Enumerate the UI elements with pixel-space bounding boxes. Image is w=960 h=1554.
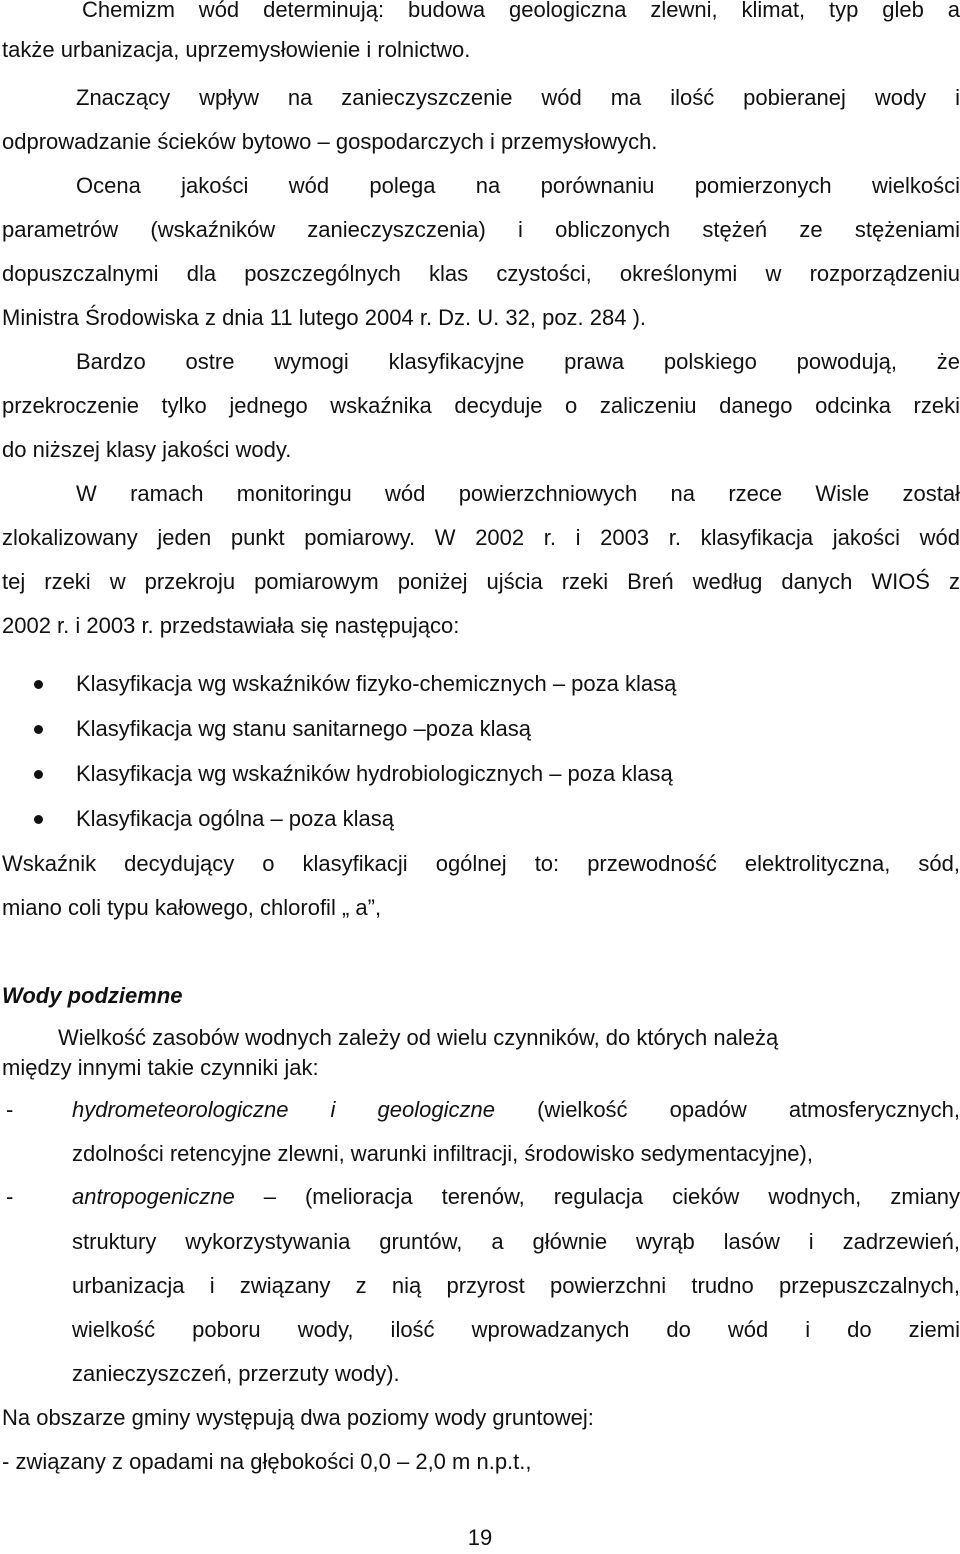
dash-marker: - — [6, 1184, 14, 1209]
text-line: także urbanizacja, uprzemysłowienie i rolnictwo. — [2, 37, 471, 62]
text-line: zdolności retencyjne zlewni, warunki infiltracji, środowisko sedymentacyjne), — [72, 1141, 813, 1166]
list-item-lead: hydrometeorologiczne i geologiczne — [72, 1097, 495, 1122]
text-line: wielkość poboru wody, ilość wprowadzanych do wód i do ziemi — [72, 1317, 960, 1342]
bullet-icon — [34, 815, 43, 824]
text-line: struktury wykorzystywania gruntów, a głównie wyrąb lasów i zadrzewień, — [72, 1229, 960, 1254]
text-line: Ocena jakości wód polega na porównaniu pomierzonych wielkości — [76, 173, 960, 198]
page-number: 19 — [467, 1525, 493, 1550]
text-line: dopuszczalnymi dla poszczególnych klas czystości, określonymi w rozporządzeniu — [2, 261, 960, 286]
list-item: Klasyfikacja wg wskaźników fizyko-chemicznych – poza klasą — [76, 671, 677, 696]
bullet-icon — [34, 770, 43, 779]
text-line: Chemizm wód determinują: budowa geologiczna zlewni, klimat, typ gleb a — [82, 0, 960, 22]
dash-marker: - — [6, 1097, 14, 1122]
list-item: Klasyfikacja wg stanu sanitarnego –poza klasą — [76, 716, 531, 741]
text-line: zanieczyszczeń, przerzuty wody). — [72, 1361, 400, 1386]
list-item — [72, 1181, 960, 1213]
text-line: między innymi takie czynniki jak: — [2, 1055, 319, 1080]
text-line: zlokalizowany jeden punkt pomiarowy. W 2002 r. i 2003 r. klasyfikacja jakości wód — [2, 525, 960, 550]
bullet-icon — [34, 680, 43, 689]
text-line: Znaczący wpływ na zanieczyszczenie wód ma ilość pobieranej wody i — [76, 85, 960, 110]
section-heading: Wody podziemne — [2, 983, 183, 1008]
text-line: urbanizacja i związany z nią przyrost powierzchni trudno przepuszczalnych, — [72, 1273, 960, 1298]
text-line: odprowadzanie ścieków bytowo – gospodarczych i przemysłowych. — [2, 129, 658, 154]
text-line: 2002 r. i 2003 r. przedstawiała się następująco: — [2, 613, 460, 638]
text-line: parametrów (wskaźników zanieczyszczenia) i obliczonych stężeń ze stężeniami — [2, 217, 960, 242]
text-line: do niższej klasy jakości wody. — [2, 437, 292, 462]
text-line: przekroczenie tylko jednego wskaźnika decyduje o zaliczeniu danego odcinka rzeki — [2, 393, 960, 418]
text-line: W ramach monitoringu wód powierzchniowych na rzece Wisle został — [76, 481, 960, 506]
bullet-icon — [34, 725, 43, 734]
text-line: Ministra Środowiska z dnia 11 lutego 2004 r. Dz. U. 32, poz. 284 ). — [2, 305, 647, 330]
list-item: Klasyfikacja wg wskaźników hydrobiologicznych – poza klasą — [76, 761, 673, 786]
text-line: miano coli typu kałowego, chlorofil „ a”, — [2, 895, 382, 920]
list-item-text: – (melioracja terenów, regulacja cieków wodnych, zmiany — [234, 1184, 960, 1209]
text-line: Bardzo ostre wymogi klasyfikacyjne prawa polskiego powodują, że — [76, 349, 960, 374]
list-item: Klasyfikacja ogólna – poza klasą — [76, 806, 394, 831]
text-line: Wielkość zasobów wodnych zależy od wielu czynników, do których należą — [58, 1025, 779, 1050]
text-line: - związany z opadami na głębokości 0,0 – 2,0 m n.p.t., — [2, 1449, 532, 1474]
list-item-text: (wielkość opadów atmosferycznych, — [494, 1097, 960, 1122]
text-line: Wskaźnik decydujący o klasyfikacji ogólnej to: przewodność elektrolityczna, sód, — [2, 851, 960, 876]
text-line: Na obszarze gminy występują dwa poziomy wody gruntowej: — [2, 1405, 594, 1430]
list-item — [72, 1094, 960, 1126]
list-item-lead: antropogeniczne — [72, 1184, 235, 1209]
text-line: tej rzeki w przekroju pomiarowym poniżej ujścia rzeki Breń według danych WIOŚ z — [2, 569, 960, 594]
